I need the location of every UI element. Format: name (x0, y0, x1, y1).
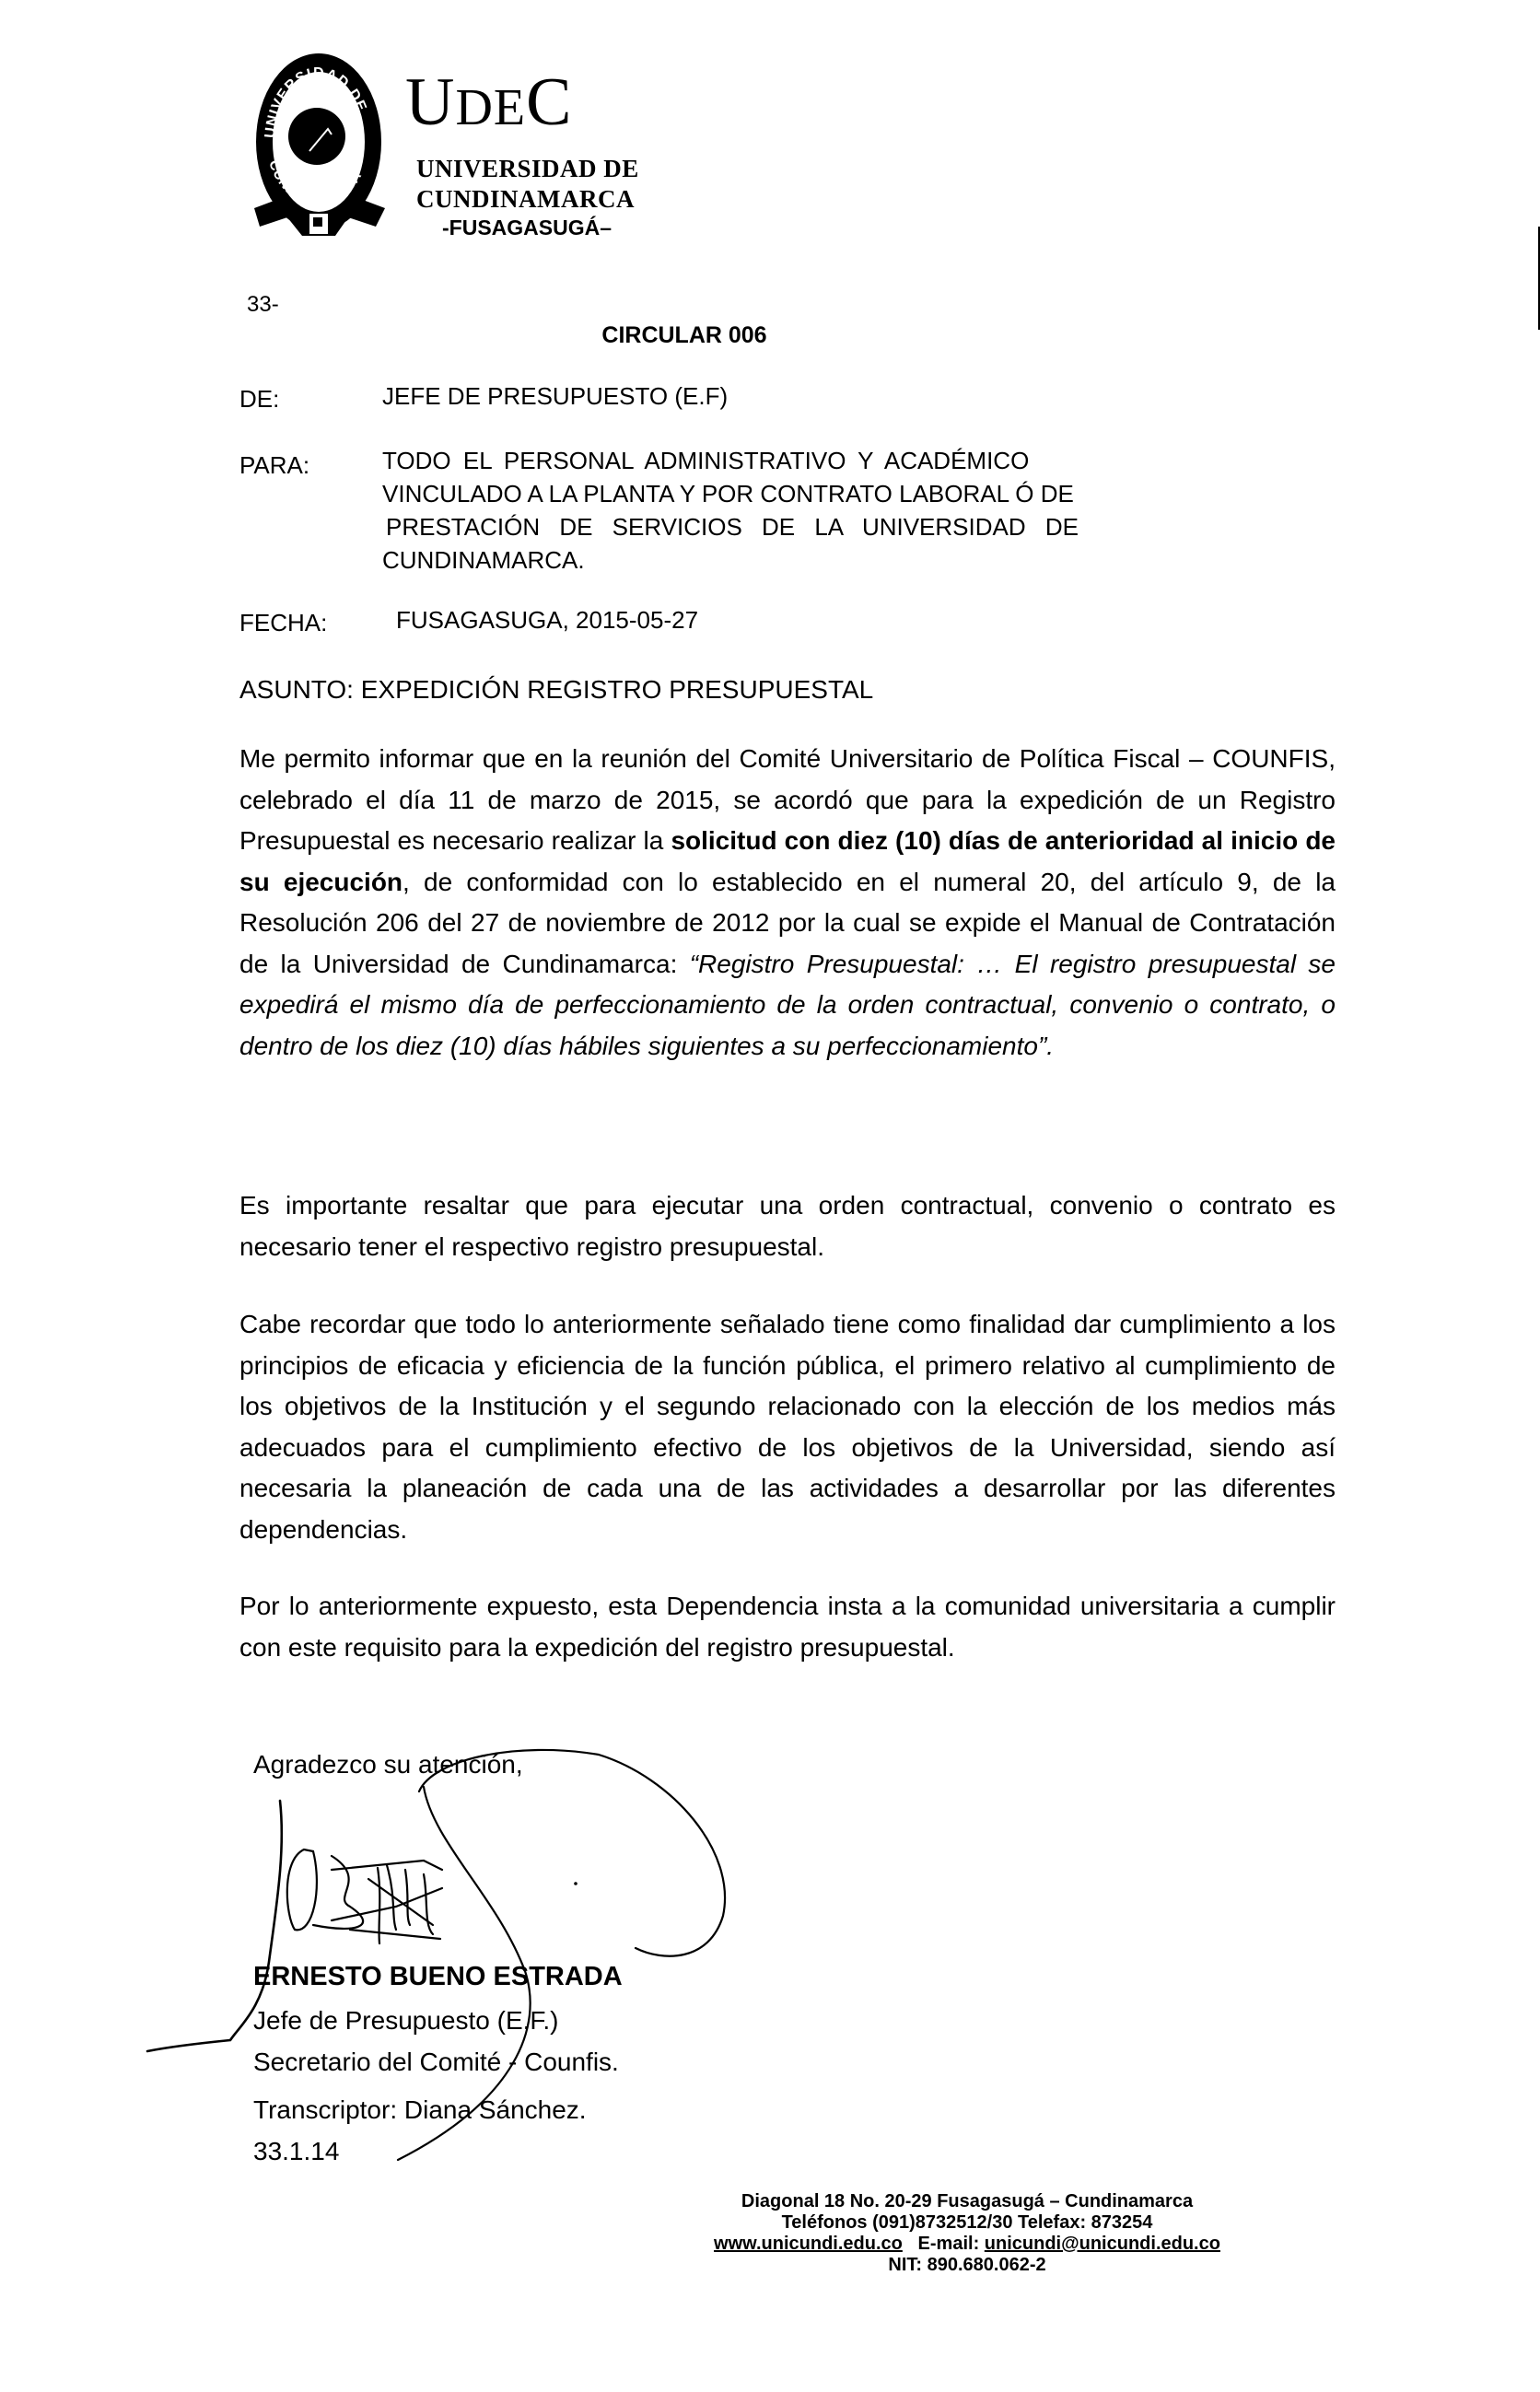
date-value: FUSAGASUGA, 2015-05-27 (396, 606, 699, 634)
footer-nit: NIT: 890.680.062-2 (888, 2255, 1046, 2275)
from-label: DE: (239, 385, 280, 413)
wordmark-c: C (526, 64, 573, 140)
to-value-line: VINCULADO A LA PLANTA Y POR CONTRATO LABORAL Ó DE (382, 480, 1074, 508)
footer-website-link[interactable]: www.unicundi.edu.co (714, 2234, 903, 2254)
paragraph-1-text: Me permito informar que en la reunión del Comité Universitario de Política Fiscal – COUNFIS, celebrado el día 11 de marzo de 2015, se acordó que para la expedición de un Registro Presupuestal es necesario realizar la (239, 744, 1336, 855)
document-title: CIRCULAR 006 (601, 322, 767, 348)
subject-line (239, 675, 873, 705)
subject-value: EXPEDICIÓN REGISTRO PRESUPUESTAL (360, 675, 874, 704)
paragraph-1-emphasis: solicitud con diez (10) días de anterioridad al inicio de su ejecución (239, 826, 1336, 896)
institution-name-line1: UNIVERSIDAD DE (416, 155, 639, 182)
wordmark-de: DE (455, 79, 527, 136)
paragraph-1-text-continued: , de conformidad con lo establecido en el numeral 20, del artículo 9, de la Resolución 206 del 27 de noviembre de 2012 por la cual se expide el Manual de Contratación de la Universidad de Cundinamarca: (239, 867, 1336, 978)
filing-reference: 33.1.14 (253, 2137, 340, 2165)
signatory-title: Jefe de Presupuesto (E.F.) (253, 2006, 559, 2035)
subject-label: ASUNTO: (239, 675, 354, 704)
from-value: JEFE DE PRESUPUESTO (E.F) (382, 382, 729, 410)
seal-text-top: UNIVERSIDAD DE (262, 64, 370, 139)
to-value-line: CUNDINAMARCA. (382, 546, 585, 574)
institution-city: -FUSAGASUGÁ– (442, 216, 612, 239)
to-value-line: PRESTACIÓN DE SERVICIOS DE LA UNIVERSIDAD DE (386, 513, 1079, 541)
university-seal-logo (247, 33, 390, 245)
wordmark-u: U (405, 64, 456, 140)
closing-text: Agradezco su atención, (253, 1750, 523, 1779)
signatory-committee-role: Secretario del Comité - Counfis. (253, 2048, 619, 2076)
footer-email-label: E-mail: (917, 2234, 980, 2254)
institution-name-line2: CUNDINAMARCA (416, 185, 635, 213)
paragraph-1-quote: “Registro Presupuestal: … El registro presupuestal se expedirá el mismo día de perfeccionamiento de la orden contractual, convenio o contrato, o dentro de los diez (10) días hábiles siguientes a su perfeccionamiento”. (239, 949, 1336, 1060)
body-paragraph-1 (239, 739, 1336, 1067)
footer-email-link[interactable]: unicundi@unicundi.edu.co (984, 2234, 1220, 2254)
to-value (382, 444, 1202, 577)
to-label: PARA: (239, 451, 310, 479)
body-paragraph-4: Por lo anteriormente expuesto, esta Dependencia insta a la comunidad universitaria a cumplir con este requisito para la expedición del registro presupuestal. (239, 1592, 1336, 1662)
footer-address: Diagonal 18 No. 20-29 Fusagasugá – Cundinamarca (741, 2191, 1194, 2211)
signatory-name: ERNESTO BUENO ESTRADA (253, 1962, 623, 1991)
footer-phones: Teléfonos (091)8732512/30 Telefax: 873254 (781, 2212, 1153, 2233)
body-paragraph-2: Es importante resaltar que para ejecutar una orden contractual, convenio o contrato es necesario tener el respectivo registro presupuestal. (239, 1191, 1336, 1261)
seal-text-bottom: CUNDINAMARCA (265, 158, 366, 210)
footer-contact (516, 2234, 1418, 2253)
body-paragraph-3: Cabe recordar que todo lo anteriormente señalado tiene como finalidad dar cumplimiento a los principios de eficacia y eficiencia de la función pública, el primero relativo al cumplimiento de los objetivos de la Institución y el segundo relacionado con la elección de los medios más adecuados para el cumplimiento efectivo de los objetivos de la Universidad, siendo así necesaria la planeación de cada una de las actividades a desarrollar por las diferentes dependencias. (239, 1310, 1336, 1544)
document-number: 33- (247, 292, 279, 317)
transcriber: Transcriptor: Diana Sánchez. (253, 2095, 587, 2124)
to-value-line: TODO EL PERSONAL ADMINISTRATIVO Y ACADÉMICO (382, 447, 1030, 474)
udec-wordmark (405, 64, 573, 140)
date-label: FECHA: (239, 609, 328, 636)
